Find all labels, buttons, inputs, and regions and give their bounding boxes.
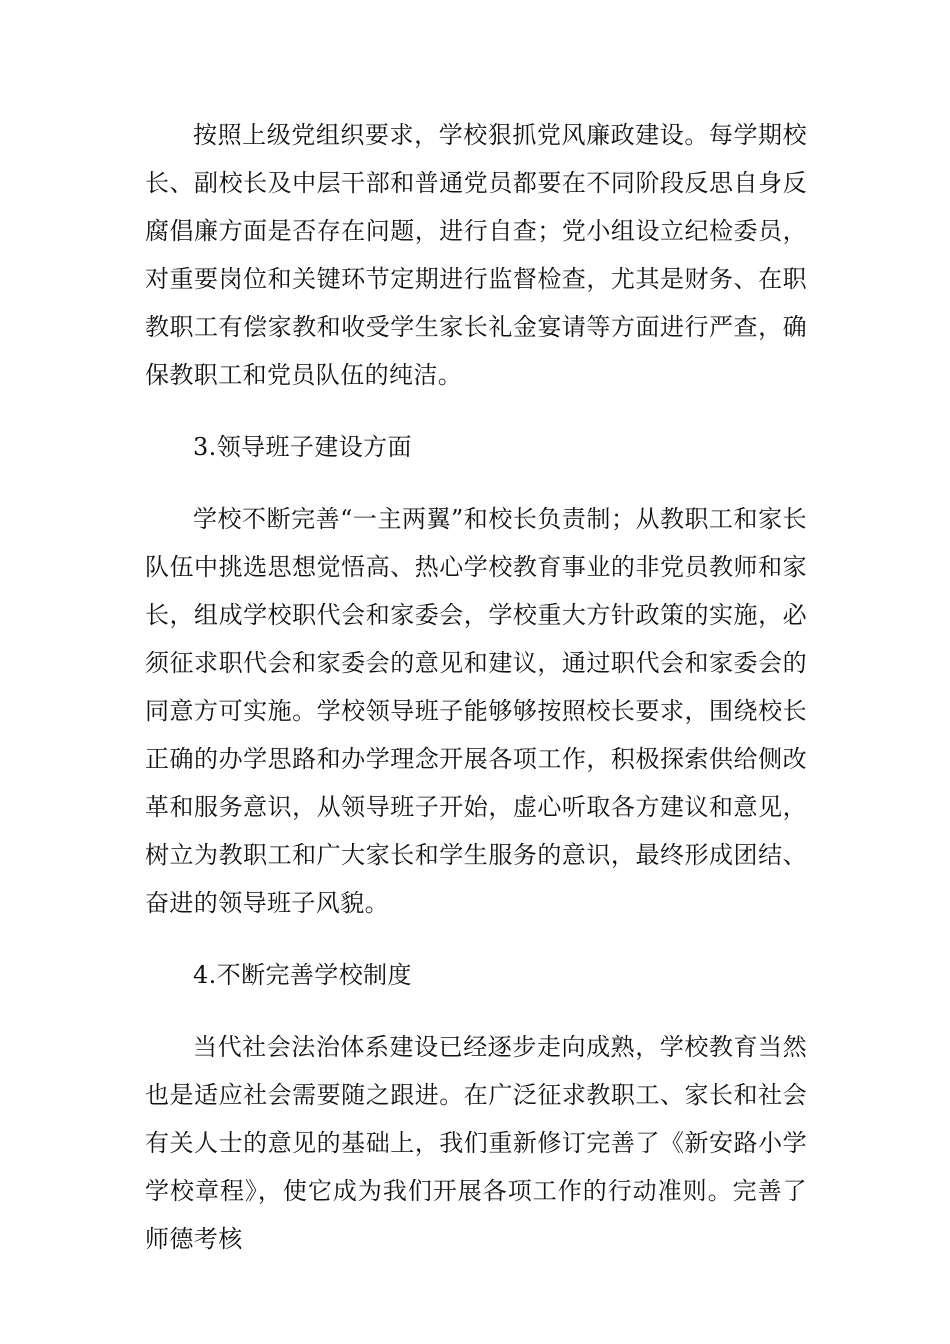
document-body	[145, 111, 807, 1263]
paragraph-party-conduct: 按照上级党组织要求，学校狠抓党风廉政建设。每学期校长、副校长及中层干部和普通党员都要在不同阶段反思自身反腐倡廉方面是否存在问题，进行自查；党小组设立纪检委员，对重要岗位和关键环节定期进行监督检查，尤其是财务、在职教职工有偿家教和收受学生家长礼金宴请等方面进行严查，确保教职工和党员队伍的纯洁。	[145, 121, 807, 389]
section-heading-leadership: 3.领导班子建设方面	[193, 433, 412, 461]
section-heading-school-system: 4.不断完善学校制度	[193, 961, 412, 989]
paragraph-leadership: 学校不断完善“一主两翼”和校长负责制；从教职工和家长队伍中挑选思想觉悟高、热心学校教育事业的非党员教师和家长，组成学校职代会和家委会，学校重大方针政策的实施，必须征求职代会和家委会的意见和建议，通过职代会和家委会的同意方可实施。学校领导班子能够够按照校长要求，围绕校长正确的办学思路和办学理念开展各项工作，积极探索供给侧改革和服务意识，从领导班子开始，虚心听取各方建议和意见，树立为教职工和广大家长和学生服务的意识，最终形成团结、奋进的领导班子风貌。	[145, 505, 807, 917]
paragraph-school-system: 当代社会法治体系建设已经逐步走向成熟，学校教育当然也是适应社会需要随之跟进。在广泛征求教职工、家长和社会有关人士的意见的基础上，我们重新修订完善了《新安路小学学校章程》，使它成为我们开展各项工作的行动准则。完善了师德考核	[145, 1033, 807, 1253]
